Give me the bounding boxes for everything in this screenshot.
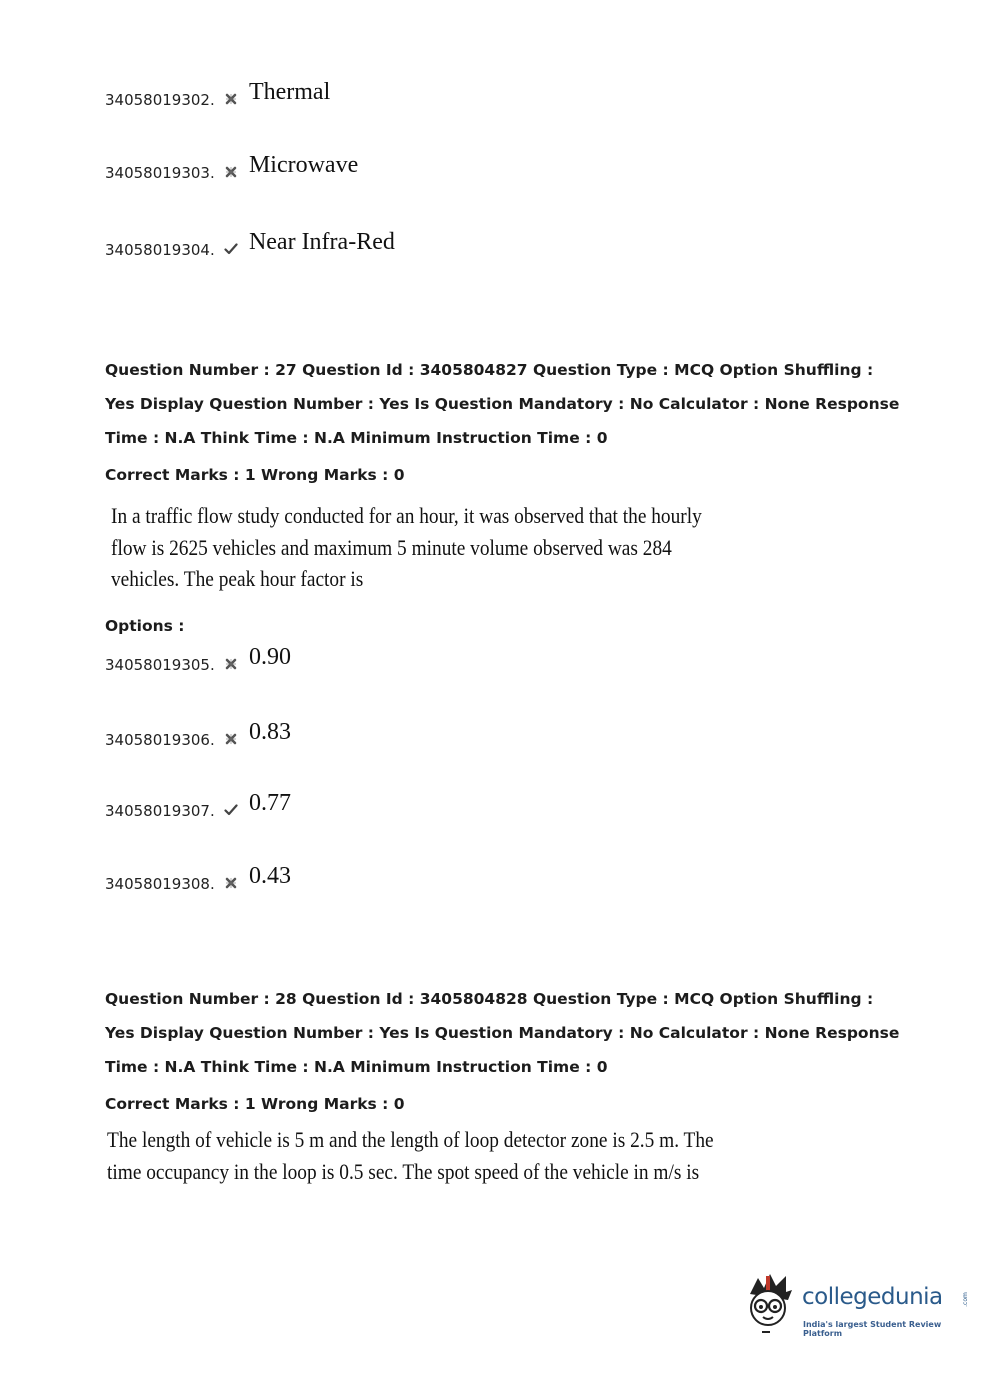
question-27-meta: Question Number : 27 Question Id : 3405804827 Question Type : MCQ Option Shuffling : Yes Display Question Number : Yes Is Question Mandatory : No Calculator : None Response Time : N.A Think Time : N.A Minimum Instruction Time : 0 — [105, 361, 900, 447]
cross-icon — [224, 732, 238, 746]
question-27-marks: Correct Marks : 1 Wrong Marks : 0 — [105, 466, 405, 484]
collegedunia-logo — [742, 1270, 972, 1350]
option-id: 34058019306. — [105, 731, 215, 749]
option-text: Microwave — [248, 152, 359, 178]
question-28-marks: Correct Marks : 1 Wrong Marks : 0 — [105, 1095, 405, 1113]
logo-suffix: .com — [961, 1292, 969, 1307]
options-label: Options : — [105, 617, 185, 635]
option-row — [105, 644, 291, 677]
question-27-text: In a traffic flow study conducted for an hour, it was observed that the hourly flow is 2625 vehicles and maximum 5 minute volume observed was 284 vehicles. The peak hour factor is — [111, 503, 702, 591]
cross-icon — [224, 165, 238, 179]
question-28-meta: Question Number : 28 Question Id : 3405804828 Question Type : MCQ Option Shuffling : Yes Display Question Number : Yes Is Question Mandatory : No Calculator : None Response Time : N.A Think Time : N.A Minimum Instruction Time : 0 — [105, 990, 900, 1076]
option-id: 34058019302. — [105, 91, 215, 109]
option-id: 34058019307. — [105, 802, 215, 820]
option-id: 34058019305. — [105, 656, 215, 674]
option-id: 34058019308. — [105, 875, 215, 893]
logo-name: collegedunia — [802, 1284, 943, 1310]
option-row — [105, 229, 395, 262]
option-text: Near Infra-Red — [248, 229, 395, 255]
option-row — [105, 863, 291, 896]
cross-icon — [224, 876, 238, 890]
option-row — [105, 79, 331, 112]
option-text: Thermal — [248, 79, 331, 105]
option-row — [105, 790, 291, 823]
option-id: 34058019303. — [105, 164, 215, 182]
option-text: 0.77 — [248, 790, 291, 816]
option-text: 0.43 — [248, 863, 291, 889]
check-icon — [224, 803, 238, 817]
cross-icon — [224, 657, 238, 671]
mascot-icon — [742, 1270, 800, 1342]
option-id: 34058019304. — [105, 241, 215, 259]
option-text: 0.83 — [248, 719, 291, 745]
option-text: 0.90 — [248, 644, 291, 670]
logo-tagline: India's largest Student Review Platform — [803, 1320, 942, 1338]
question-28-text: The length of vehicle is 5 m and the length of loop detector zone is 2.5 m. The time occupancy in the loop is 0.5 sec. The spot speed of the vehicle in m/s is — [107, 1127, 714, 1184]
cross-icon — [224, 92, 238, 106]
option-row — [105, 719, 291, 752]
option-row — [105, 152, 359, 185]
check-icon — [224, 242, 238, 256]
